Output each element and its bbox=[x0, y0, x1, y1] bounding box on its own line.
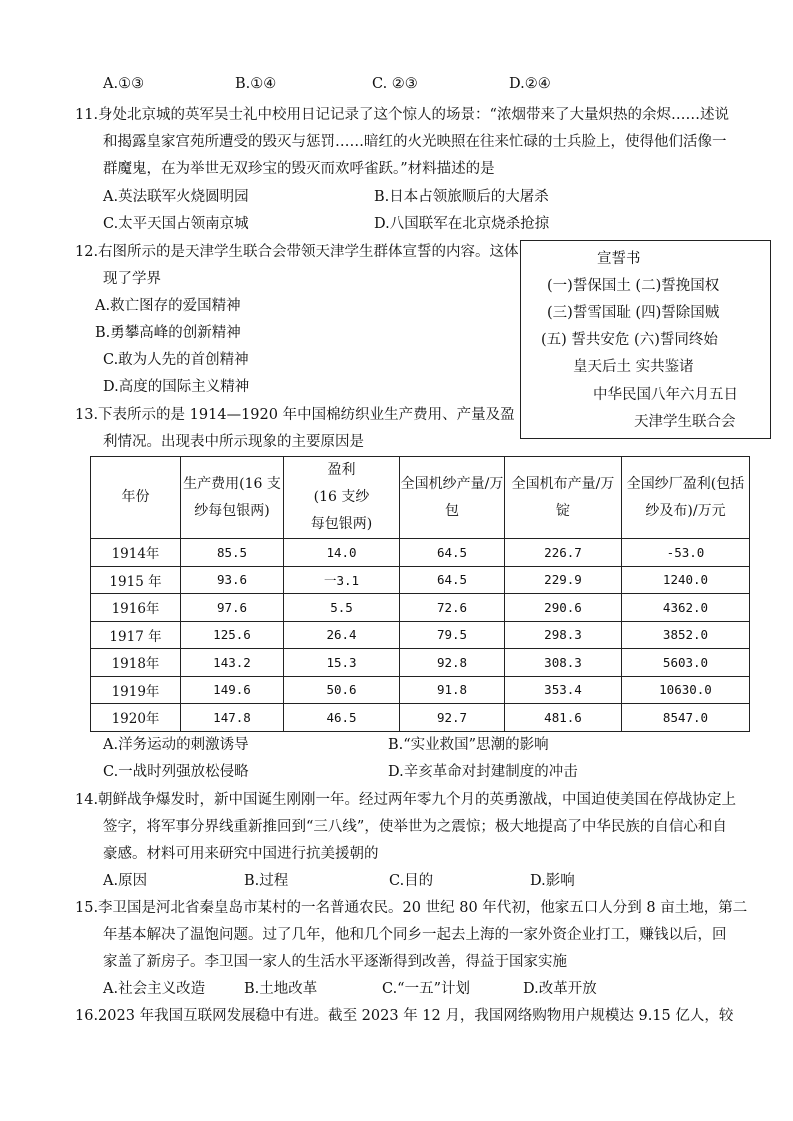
q11-stem-line-1: 11.身处北京城的英军吴士礼中校用日记记录了这个惊人的场景：“浓烟带来了大量炽热的余烬……述说 bbox=[75, 107, 729, 123]
table-cell: 14.0 bbox=[284, 539, 400, 567]
q15-option-d: D.改革开放 bbox=[523, 981, 597, 997]
q11-option-a: A.英法联军火烧圆明园 bbox=[103, 189, 249, 205]
header-production-cost: 生产费用(16 支 纱每包银两) bbox=[181, 457, 284, 539]
table-cell: 46.5 bbox=[284, 704, 400, 732]
oath-line-2: (三)誓雪国耻 (四)誓除国贼 bbox=[547, 305, 720, 321]
table-cell: -53.0 bbox=[622, 539, 750, 567]
oath-document-box bbox=[520, 240, 771, 439]
table-cell: 290.6 bbox=[505, 594, 622, 622]
table-cell: 3852.0 bbox=[622, 621, 750, 649]
table-cell: 147.8 bbox=[181, 704, 284, 732]
table-cell: 一3.1 bbox=[284, 566, 400, 594]
q10-option-d: D.②④ bbox=[509, 76, 551, 92]
q13-option-d: D.辛亥革命对封建制度的冲击 bbox=[388, 764, 578, 780]
table-row bbox=[91, 649, 750, 677]
table-cell: 1918年 bbox=[91, 649, 181, 677]
q12-option-b: B.勇攀高峰的创新精神 bbox=[95, 325, 241, 341]
q14-option-a: A.原因 bbox=[103, 873, 148, 889]
table-row bbox=[91, 566, 750, 594]
table-cell: 226.7 bbox=[505, 539, 622, 567]
header-profit: 盈利 (16 支纱 每包银两) bbox=[284, 457, 400, 539]
table-cell: 5603.0 bbox=[622, 649, 750, 677]
table-row bbox=[91, 676, 750, 704]
table-cell: 1915 年 bbox=[91, 566, 181, 594]
table-cell: 1919年 bbox=[91, 676, 181, 704]
oath-org: 天津学生联合会 bbox=[634, 414, 736, 430]
header-cloth-output: 全国机布产量/万 锭 bbox=[505, 457, 622, 539]
q15-stem-line-1: 15.李卫国是河北省秦皇岛市某村的一名普通农民。20 世纪 80 年代初，他家五口人分到 8 亩土地，第二 bbox=[75, 900, 748, 916]
table-cell: 353.4 bbox=[505, 676, 622, 704]
oath-line-1: (一)誓保国土 (二)誓挽国权 bbox=[547, 278, 720, 294]
q15-option-b: B.土地改革 bbox=[244, 981, 318, 997]
table-cell: 15.3 bbox=[284, 649, 400, 677]
table-cell: 1914年 bbox=[91, 539, 181, 567]
table-cell: 85.5 bbox=[181, 539, 284, 567]
table-cell: 308.3 bbox=[505, 649, 622, 677]
table-cell: 72.6 bbox=[400, 594, 505, 622]
oath-line-3: (五) 誓共安危 (六)誓同终始 bbox=[541, 332, 718, 348]
table-row bbox=[91, 594, 750, 622]
table-cell: 64.5 bbox=[400, 566, 505, 594]
oath-line-4: 皇天后土 实共鉴诸 bbox=[573, 359, 694, 375]
q14-option-d: D.影响 bbox=[530, 873, 575, 889]
table-cell: 481.6 bbox=[505, 704, 622, 732]
table-cell: 26.4 bbox=[284, 621, 400, 649]
table-cell: 64.5 bbox=[400, 539, 505, 567]
q12-option-d: D.高度的国际主义精神 bbox=[103, 379, 250, 395]
table-header-row bbox=[91, 457, 750, 539]
table-cell: 50.6 bbox=[284, 676, 400, 704]
table-cell: 97.6 bbox=[181, 594, 284, 622]
header-year: 年份 bbox=[91, 457, 181, 539]
table-cell: 149.6 bbox=[181, 676, 284, 704]
table-cell: 229.9 bbox=[505, 566, 622, 594]
q15-stem-line-3: 家盖了新房子。李卫国一家人的生活水平逐渐得到改善，得益于国家实施 bbox=[103, 954, 567, 970]
table-row bbox=[91, 539, 750, 567]
q11-option-d: D.八国联军在北京烧杀抢掠 bbox=[374, 216, 550, 232]
q14-option-b: B.过程 bbox=[244, 873, 289, 889]
table-cell: 10630.0 bbox=[622, 676, 750, 704]
table-cell: 79.5 bbox=[400, 621, 505, 649]
q13-option-a: A.洋务运动的刺激诱导 bbox=[103, 737, 249, 753]
table-cell: 1916年 bbox=[91, 594, 181, 622]
q11-stem-line-2: 和揭露皇家宫苑所遭受的毁灭与惩罚……暗红的火光映照在往来忙碌的士兵脸上，使得他们活像一 bbox=[103, 134, 727, 150]
table-cell: 125.6 bbox=[181, 621, 284, 649]
q14-stem-line-1: 14.朝鲜战争爆发时，新中国诞生刚刚一年。经过两年零九个月的英勇激战，中国迫使美国在停战协定上 bbox=[75, 792, 737, 808]
q11-option-b: B.日本占领旅顺后的大屠杀 bbox=[374, 189, 549, 205]
q15-option-c: C.“一五”计划 bbox=[382, 981, 471, 997]
q11-option-c: C.太平天国占领南京城 bbox=[103, 216, 249, 232]
header-mill-profit: 全国纱厂盈利(包括 纱及布)/万元 bbox=[622, 457, 750, 539]
table-row bbox=[91, 621, 750, 649]
q13-option-b: B.“实业救国”思潮的影响 bbox=[388, 737, 549, 753]
q14-option-c: C.目的 bbox=[389, 873, 434, 889]
q15-option-a: A.社会主义改造 bbox=[103, 981, 206, 997]
table-cell: 92.8 bbox=[400, 649, 505, 677]
q10-option-c: C. ②③ bbox=[372, 76, 418, 92]
table-cell: 5.5 bbox=[284, 594, 400, 622]
table-cell: 93.6 bbox=[181, 566, 284, 594]
table-cell: 1240.0 bbox=[622, 566, 750, 594]
q10-option-a: A.①③ bbox=[103, 76, 145, 92]
table-cell: 91.8 bbox=[400, 676, 505, 704]
cotton-industry-table bbox=[90, 456, 750, 732]
q16-stem-line-1: 16.2023 年我国互联网发展稳中有进。截至 2023 年 12 月，我国网络购物用户规模达 9.15 亿人，较 bbox=[75, 1008, 734, 1024]
oath-date: 中华民国八年六月五日 bbox=[593, 387, 738, 403]
table-cell: 1917 年 bbox=[91, 621, 181, 649]
q10-option-b: B.①④ bbox=[235, 76, 277, 92]
q13-stem-line-2: 利情况。出现表中所示现象的主要原因是 bbox=[103, 434, 364, 450]
table-row bbox=[91, 704, 750, 732]
q12-stem-line-1: 12.右图所示的是天津学生联合会带领天津学生群体宣誓的内容。这体 bbox=[75, 244, 519, 260]
q14-stem-line-3: 豪感。材料可用来研究中国进行抗美援朝的 bbox=[103, 846, 379, 862]
q13-option-c: C.一战时列强放松侵略 bbox=[103, 764, 249, 780]
q12-option-a: A.救亡图存的爱国精神 bbox=[95, 298, 241, 314]
table-cell: 1920年 bbox=[91, 704, 181, 732]
table-cell: 4362.0 bbox=[622, 594, 750, 622]
q14-stem-line-2: 签字，将军事分界线重新推回到“三八线”，使举世为之震惊；极大地提高了中华民族的自信心和自 bbox=[103, 819, 727, 835]
table-cell: 92.7 bbox=[400, 704, 505, 732]
oath-title: 宣誓书 bbox=[597, 251, 641, 267]
q13-stem-line-1: 13.下表所示的是 1914—1920 年中国棉纺织业生产费用、产量及盈 bbox=[75, 407, 515, 423]
table-cell: 143.2 bbox=[181, 649, 284, 677]
header-yarn-output: 全国机纱产量/万 包 bbox=[400, 457, 505, 539]
table-cell: 298.3 bbox=[505, 621, 622, 649]
q11-stem-line-3: 群魔鬼，在为举世无双珍宝的毁灭而欢呼雀跃。”材料描述的是 bbox=[103, 161, 495, 177]
table-cell: 8547.0 bbox=[622, 704, 750, 732]
q12-option-c: C.敢为人先的首创精神 bbox=[103, 352, 249, 368]
q15-stem-line-2: 年基本解决了温饱问题。过了几年，他和几个同乡一起去上海的一家外资企业打工，赚钱以后，回 bbox=[103, 927, 727, 943]
q12-stem-line-2: 现了学界 bbox=[103, 271, 161, 287]
